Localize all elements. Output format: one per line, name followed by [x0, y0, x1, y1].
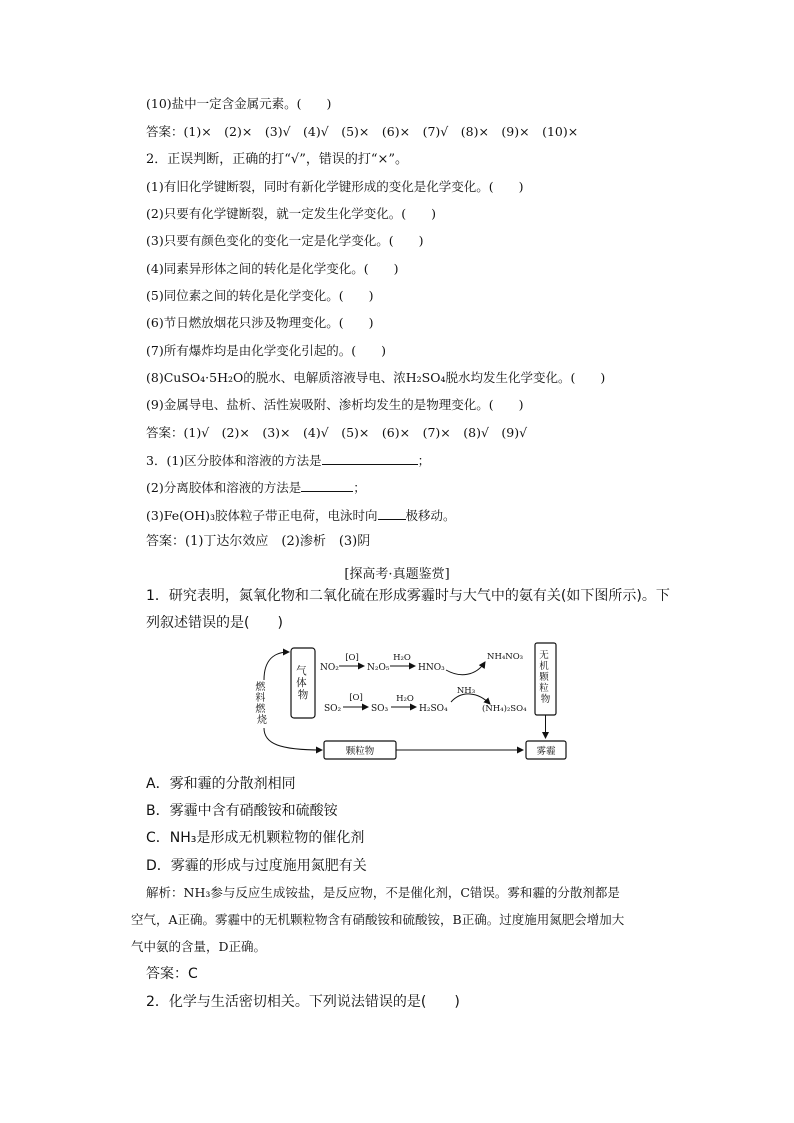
- r2-h2o: H₂O: [396, 694, 414, 704]
- gas-char-2: 体: [296, 677, 307, 689]
- inorg-char-5: 物: [540, 694, 551, 705]
- fuel-char-2: 料: [255, 693, 266, 704]
- fuel-char-1: 燃: [255, 682, 266, 693]
- answer-1: 答案：(1)× (2)× (3)√ (4)√ (5)× (6)× (7)√ (8)× (9)× (10)×: [146, 124, 579, 139]
- q3-part-1: [146, 452, 430, 469]
- r2-h2so4: H₂SO₄: [419, 704, 448, 714]
- problem-2: 2．化学与生活密切相关。下列说法错误的是( ): [146, 994, 460, 1010]
- q3-part-1-text: 3．(1)区分胶体和溶液的方法是: [146, 453, 322, 468]
- q2-item-7: (7)所有爆炸均是由化学变化引起的。( ): [146, 343, 386, 358]
- q3-part-2-text: (2)分离胶体和溶液的方法是: [146, 480, 302, 495]
- analysis-line-3: 气中氨的含量，D正确。: [131, 939, 267, 954]
- problem-1-line-2: 列叙述错误的是( ): [146, 615, 283, 631]
- inorg-char-1: 无: [539, 650, 549, 661]
- r1-no2: NO₂: [320, 663, 339, 673]
- q2-item-4: (4)同素异形体之间的转化是化学变化。( ): [146, 261, 399, 276]
- answer-3: 答案：(1)丁达尔效应 (2)渗析 (3)阴: [146, 534, 371, 549]
- problem-1-line-1: 1．研究表明，氮氧化物和二氧化硫在形成雾霾时与大气中的氨有关(如下图所示)。下: [146, 588, 670, 604]
- r1-h2o: H₂O: [393, 653, 411, 663]
- r1-o-1: [O]: [345, 653, 359, 663]
- q3-part-3: [146, 507, 456, 524]
- answer-blank-1[interactable]: [322, 452, 418, 465]
- r2-so3: SO₃: [371, 704, 389, 714]
- option-b[interactable]: B．雾霾中含有硝酸铵和硫酸铵: [146, 803, 338, 819]
- gas-box-label: [296, 664, 310, 701]
- inorg-char-2: 机: [539, 661, 549, 672]
- q2-item-8: (8)CuSO₄·5H₂O的脱水、电解质溶液导电、浓H₂SO₄脱水均发生化学变化。( ): [146, 370, 606, 385]
- q3-part-2-end: ；: [353, 480, 366, 495]
- q3-part-1-end: ；: [417, 453, 431, 468]
- r1-n2o5: N₂O₅: [367, 663, 390, 673]
- haze-formation-diagram: [250, 640, 580, 762]
- r2-o-1: [O]: [349, 693, 363, 703]
- analysis-line-1: 解析：NH₃参与反应生成铵盐，是反应物，不是催化剂，C错误。雾和霾的分散剂都是: [146, 885, 620, 900]
- q2-item-2: (2)只要有化学键断裂，就一定发生化学变化。( ): [146, 206, 436, 221]
- r1-hno3: HNO₃: [418, 663, 445, 673]
- option-a[interactable]: A．雾和霾的分散剂相同: [146, 776, 296, 792]
- fuel-char-4: 烧: [257, 715, 267, 726]
- q2-item-1: (1)有旧化学键断裂，同时有新化学键形成的变化是化学变化。( ): [146, 179, 524, 194]
- inorg-char-4: 粒: [539, 683, 549, 694]
- fuel-char-3: 燃: [255, 704, 266, 715]
- gas-char-1: 气: [296, 665, 307, 677]
- r1-arrow-3: [446, 662, 485, 675]
- q2-item-6: (6)节日燃放烟花只涉及物理变化。( ): [146, 315, 374, 330]
- answer-2: 答案：(1)√ (2)× (3)× (4)√ (5)× (6)× (7)× (8)√ (9)√: [146, 425, 528, 440]
- answer-blank-3[interactable]: [378, 507, 406, 520]
- r2-nh4-2so4: (NH₄)₂SO₄: [482, 704, 527, 714]
- q2-item-9: (9)金属导电、盐析、活性炭吸附、渗析均发生的是物理变化。( ): [146, 397, 524, 412]
- question-2-title: 2．正误判断，正确的打“√”，错误的打“×”。: [146, 152, 409, 167]
- question-10: (10)盐中一定含金属元素。( ): [146, 96, 332, 111]
- fuel-combustion-label: [255, 680, 268, 726]
- particle-box-label: 颗粒物: [345, 746, 375, 757]
- q3-part-3-text: (3)Fe(OH)₃胶体粒子带正电荷，电泳时向: [146, 508, 378, 523]
- fuel-to-gas-arrow: [264, 652, 289, 680]
- q3-part-3-end: 极移动。: [405, 508, 456, 523]
- answer-problem-1: 答案：C: [146, 966, 198, 982]
- section-title: [探高考·真题鉴赏]: [344, 567, 450, 582]
- q2-item-5: (5)同位素之间的转化是化学变化。( ): [146, 288, 374, 303]
- r2-nh3: NH₃: [456, 686, 476, 696]
- r1-nh4no3: NH₄NO₃: [487, 652, 524, 662]
- q3-part-2: [146, 479, 366, 496]
- option-d[interactable]: D．雾霾的形成与过度施用氮肥有关: [146, 858, 367, 874]
- answer-blank-2[interactable]: [301, 479, 353, 492]
- inorg-char-3: 颗: [539, 672, 549, 683]
- haze-box-label: 雾霾: [536, 746, 556, 757]
- analysis-line-2: 空气，A正确。雾霾中的无机颗粒物含有硝酸铵和硫酸铵，B正确。过度施用氮肥会增加大: [131, 912, 625, 927]
- inorganic-box-label: [539, 650, 552, 705]
- r2-so2: SO₂: [324, 704, 342, 714]
- gas-char-3: 物: [297, 689, 309, 701]
- q2-item-3: (3)只要有颜色变化的变化一定是化学变化。( ): [146, 233, 424, 248]
- fuel-to-particle-arrow: [264, 728, 322, 750]
- option-c[interactable]: C．NH₃是形成无机颗粒物的催化剂: [146, 830, 365, 846]
